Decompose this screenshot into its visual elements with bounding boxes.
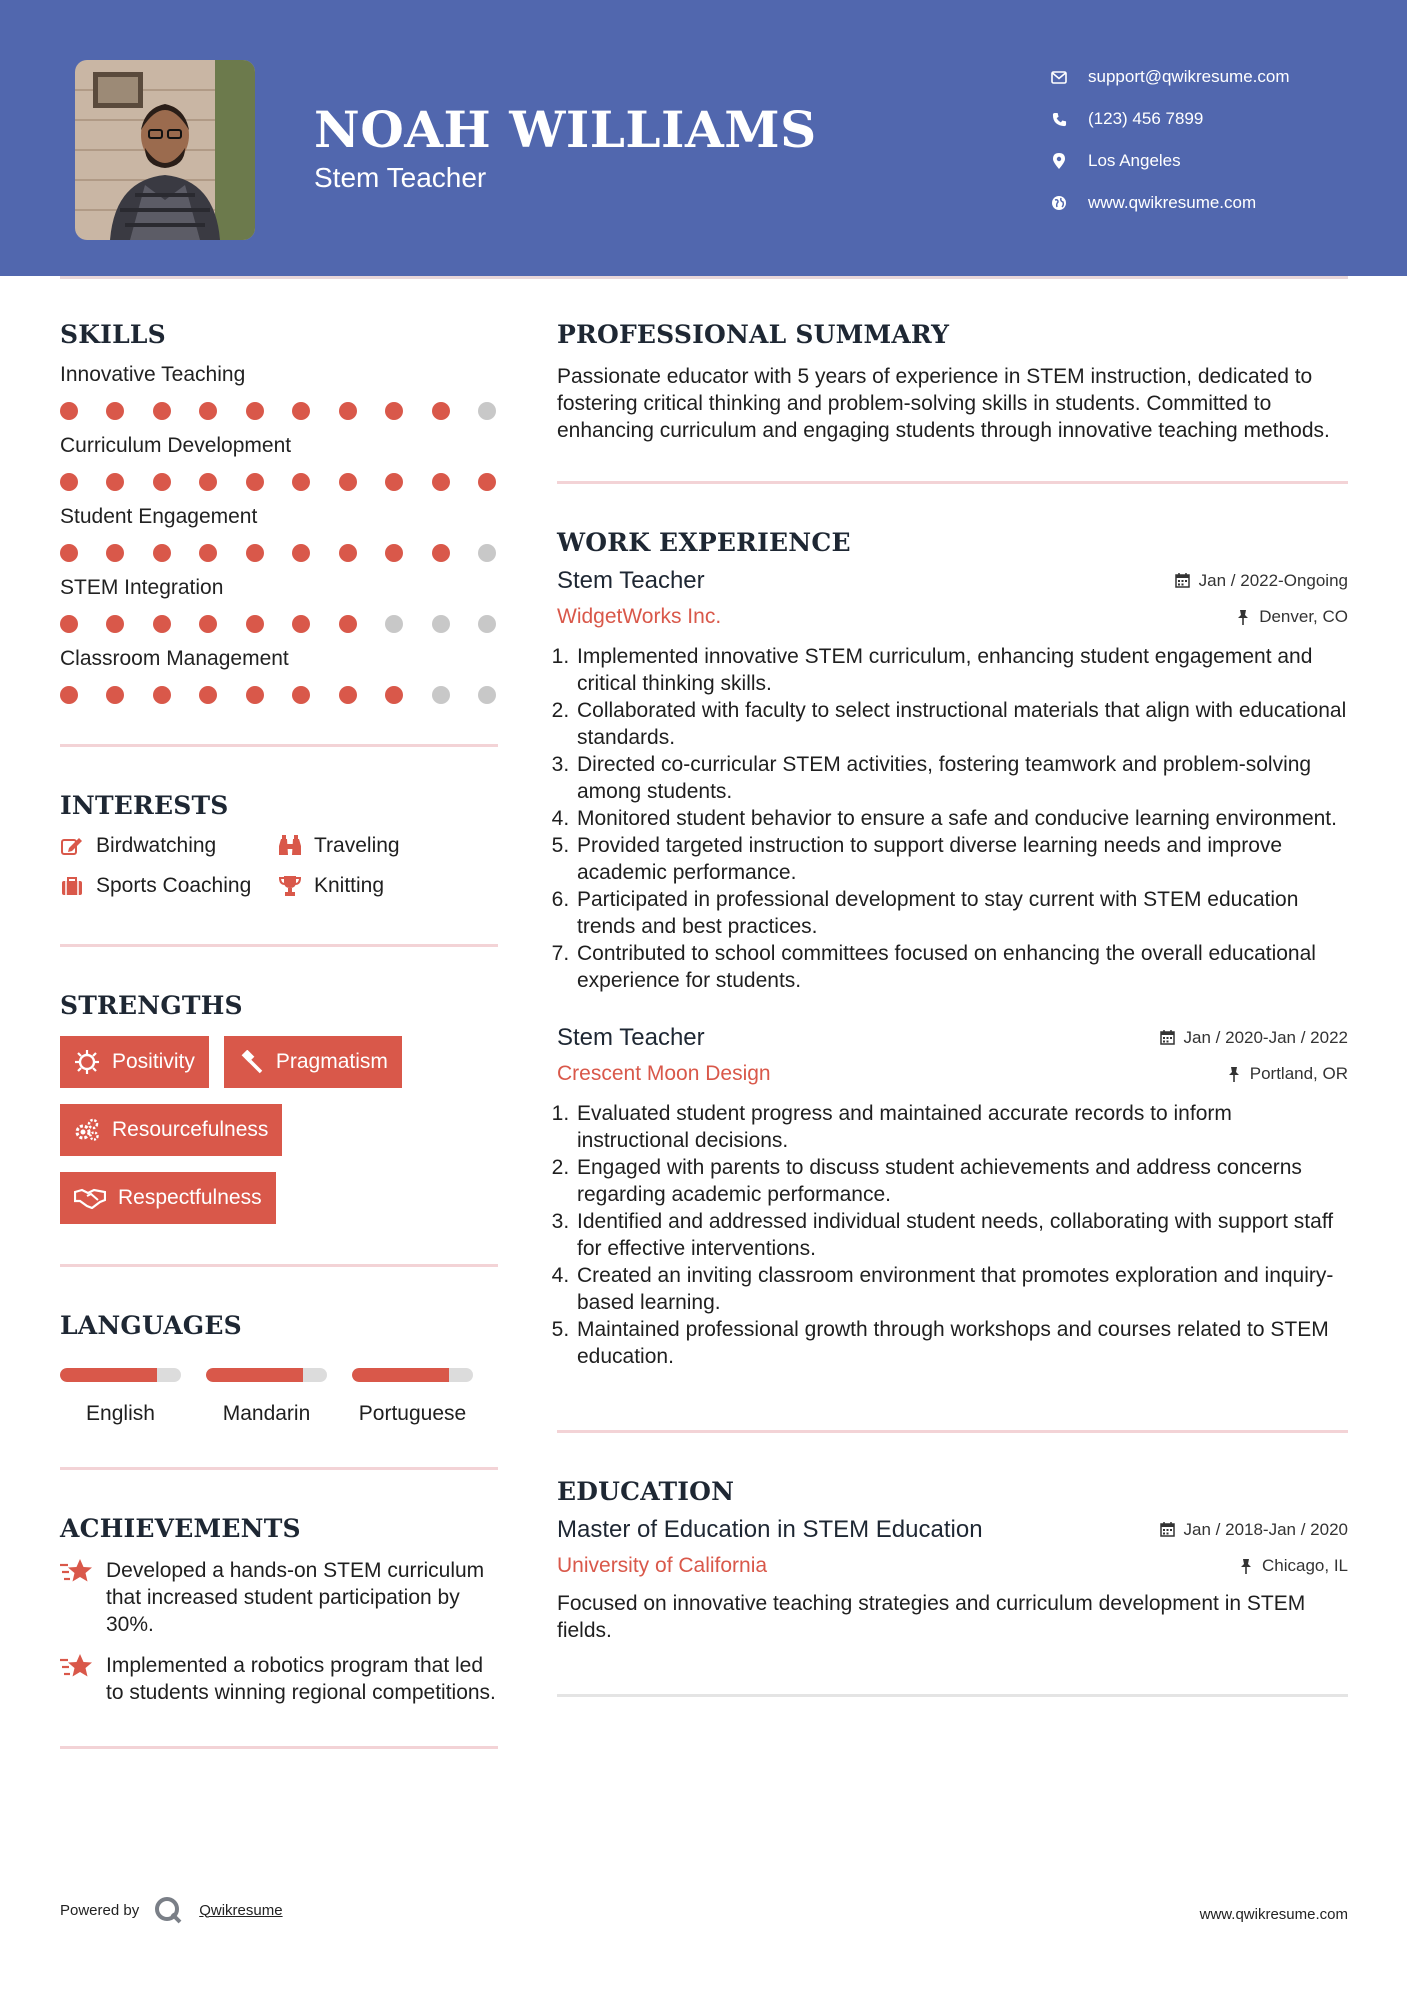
- interests-list: [60, 834, 498, 898]
- skills-list: [60, 363, 498, 704]
- skill-rating: [60, 544, 498, 562]
- envelope-icon: [1050, 68, 1068, 86]
- achievement-text: Developed a hands-on STEM curriculum that increased student participation by 30%.: [106, 1559, 485, 1636]
- pencil-square-icon: [60, 834, 84, 858]
- language-item: [206, 1368, 327, 1427]
- profile-photo: [75, 60, 255, 240]
- calendar-icon: [1160, 1522, 1176, 1538]
- rating-dot-filled: [60, 686, 78, 704]
- brand-link[interactable]: Qwikresume: [199, 1901, 283, 1919]
- powered-by-label: Powered by: [60, 1901, 140, 1919]
- rating-dot-filled: [339, 544, 357, 562]
- footer-powered-by: [60, 1895, 283, 1925]
- job-bullet: 1. Implemented innovative STEM curriculum, enhancing student engagement and critical thinking skills.: [575, 643, 1348, 697]
- rating-dot-filled: [432, 473, 450, 491]
- contact-list: [1050, 56, 1290, 224]
- rating-dot-filled: [106, 402, 124, 420]
- rating-dot-filled: [60, 615, 78, 633]
- achievements-section: [60, 1514, 498, 1706]
- job-bullet: 5. Maintained professional growth through workshops and courses related to STEM education.: [575, 1316, 1348, 1370]
- rating-dot-filled: [106, 615, 124, 633]
- language-item: [60, 1368, 181, 1427]
- resume-header: [0, 0, 1407, 276]
- briefcase-icon: [60, 874, 84, 898]
- rating-dot-filled: [292, 402, 310, 420]
- section-divider: [60, 944, 498, 947]
- job-bullet: 5. Provided targeted instruction to support diverse learning needs and improve academic performance.: [575, 832, 1348, 886]
- skill-item: [60, 505, 498, 562]
- rating-dot-filled: [292, 615, 310, 633]
- job-title: Stem Teacher: [557, 567, 705, 594]
- job-bullet: 7. Contributed to school committees focused on enhancing the overall educational experience for students.: [575, 940, 1348, 994]
- company-name: WidgetWorks Inc.: [557, 605, 722, 628]
- contact-phone-text: (123) 456 7899: [1088, 109, 1204, 128]
- experience-title: WORK EXPERIENCE: [557, 528, 851, 557]
- rating-dot-filled: [153, 402, 171, 420]
- rating-dot-filled: [199, 402, 217, 420]
- section-divider: [60, 1264, 498, 1267]
- interests-section: [60, 791, 498, 898]
- skill-item: [60, 576, 498, 633]
- rating-dot-filled: [153, 686, 171, 704]
- rating-dot-empty: [478, 686, 496, 704]
- rating-dot-empty: [385, 615, 403, 633]
- contact-location-text: Los Angeles: [1088, 151, 1181, 170]
- contact-email[interactable]: [1050, 56, 1290, 98]
- language-level-fill: [206, 1368, 303, 1382]
- strength-chip: [60, 1104, 282, 1156]
- language-name: English: [86, 1402, 155, 1425]
- contact-phone[interactable]: [1050, 98, 1290, 140]
- achievement-item: [60, 1557, 498, 1638]
- job-bullets: [557, 1100, 1348, 1370]
- rating-dot-empty: [478, 615, 496, 633]
- interest-item: [278, 834, 478, 858]
- section-divider: [60, 1467, 498, 1470]
- language-level-bar: [60, 1368, 181, 1382]
- rating-dot-filled: [60, 473, 78, 491]
- languages-title: LANGUAGES: [60, 1311, 242, 1340]
- contact-location: [1050, 140, 1290, 182]
- rating-dot-filled: [199, 615, 217, 633]
- rating-dot-filled: [246, 473, 264, 491]
- job-bullet: 3. Directed co-curricular STEM activities, fostering teamwork and problem-solving among students.: [575, 751, 1348, 805]
- rating-dot-filled: [246, 686, 264, 704]
- job-dates-text: Jan / 2022-Ongoing: [1198, 570, 1348, 590]
- education-section: [557, 1477, 1348, 1644]
- rating-dot-filled: [339, 473, 357, 491]
- left-column: [60, 320, 498, 1749]
- education-location: [1238, 1556, 1348, 1576]
- rating-dot-filled: [106, 544, 124, 562]
- skill-rating: [60, 615, 498, 633]
- skill-name: STEM Integration: [60, 576, 224, 599]
- skill-item: [60, 363, 498, 420]
- education-location-text: Chicago, IL: [1262, 1556, 1348, 1575]
- summary-title: PROFESSIONAL SUMMARY: [557, 320, 950, 349]
- rating-dot-filled: [199, 544, 217, 562]
- job-bullet: 6. Participated in professional development to stay current with STEM education trends and best practices.: [575, 886, 1348, 940]
- education-title: EDUCATION: [557, 1477, 735, 1506]
- contact-email-text: support@qwikresume.com: [1088, 67, 1290, 86]
- rating-dot-filled: [106, 686, 124, 704]
- interest-label: Birdwatching: [96, 834, 217, 857]
- job-location-text: Portland, OR: [1249, 1064, 1348, 1083]
- skill-rating: [60, 473, 498, 491]
- summary-text: Passionate educator with 5 years of experience in STEM instruction, dedicated to fostering critical thinking and problem-solving skills in students. Committed to enhancing curriculum and engaging students through innovative teaching methods.: [557, 365, 1330, 442]
- rating-dot-filled: [246, 402, 264, 420]
- rating-dot-filled: [292, 473, 310, 491]
- skill-item: [60, 647, 498, 704]
- globe-icon: [1050, 194, 1068, 212]
- strengths-title: STRENGTHS: [60, 991, 243, 1020]
- interest-label: Knitting: [314, 874, 385, 897]
- language-name: Mandarin: [222, 1402, 311, 1425]
- strength-label: Respectfulness: [118, 1186, 262, 1209]
- rating-dot-filled: [246, 544, 264, 562]
- calendar-icon: [1160, 1030, 1176, 1046]
- rating-dot-filled: [60, 544, 78, 562]
- star-icon: [60, 1557, 94, 1587]
- section-divider: [557, 481, 1348, 484]
- summary-section: [557, 320, 1348, 444]
- strength-label: Resourcefulness: [112, 1118, 269, 1141]
- language-name: Portuguese: [358, 1402, 467, 1425]
- rating-dot-filled: [153, 615, 171, 633]
- education-entry: [557, 1516, 1348, 1644]
- job-bullet: 4. Created an inviting classroom environment that promotes exploration and inquiry-based learning.: [575, 1262, 1348, 1316]
- gavel-icon: [238, 1049, 264, 1075]
- skill-name: Classroom Management: [60, 647, 289, 670]
- rating-dot-empty: [432, 615, 450, 633]
- job-dates: [1175, 571, 1348, 591]
- skills-title: SKILLS: [60, 320, 166, 349]
- rating-dot-filled: [385, 544, 403, 562]
- rating-dot-filled: [385, 473, 403, 491]
- contact-website-text: www.qwikresume.com: [1088, 193, 1257, 212]
- job-entry: [557, 1024, 1348, 1370]
- strength-chip: [60, 1172, 276, 1224]
- section-divider: [557, 1430, 1348, 1433]
- footer-url[interactable]: www.qwikresume.com: [1199, 1906, 1348, 1923]
- strength-label: Positivity: [112, 1050, 195, 1073]
- right-column: [557, 320, 1348, 1697]
- skill-name: Innovative Teaching: [60, 363, 246, 386]
- section-divider: [60, 744, 498, 747]
- rating-dot-filled: [292, 544, 310, 562]
- strengths-row: [60, 1036, 498, 1088]
- rating-dot-empty: [478, 544, 496, 562]
- languages-section: [60, 1311, 498, 1427]
- map-marker-icon: [1050, 152, 1068, 170]
- rating-dot-filled: [339, 615, 357, 633]
- handshake-icon: [74, 1185, 106, 1211]
- rating-dot-empty: [478, 402, 496, 420]
- section-divider: [60, 1746, 498, 1749]
- rating-dot-filled: [432, 402, 450, 420]
- job-bullets: [557, 643, 1348, 994]
- rating-dot-filled: [385, 686, 403, 704]
- rating-dot-filled: [432, 544, 450, 562]
- candidate-name: NOAH WILLIAMS: [314, 100, 817, 159]
- strength-chip: [60, 1036, 209, 1088]
- strengths-section: [60, 991, 498, 1224]
- qwikresume-logo-icon: [153, 1895, 183, 1925]
- skill-name: Curriculum Development: [60, 434, 292, 457]
- job-bullet: 1. Evaluated student progress and maintained accurate records to inform instructional decisions.: [575, 1100, 1348, 1154]
- language-level-fill: [352, 1368, 449, 1382]
- pushpin-icon: [1238, 1558, 1254, 1574]
- interest-item: [278, 874, 478, 898]
- job-entry: [557, 567, 1348, 994]
- pushpin-icon: [1226, 1066, 1242, 1082]
- skill-name: Student Engagement: [60, 505, 258, 528]
- job-bullet: 2. Engaged with parents to discuss student achievements and address concerns regarding academic performance.: [575, 1154, 1348, 1208]
- interest-item: [60, 874, 278, 898]
- school-name: University of California: [557, 1554, 768, 1577]
- rating-dot-filled: [106, 473, 124, 491]
- contact-website[interactable]: [1050, 182, 1290, 224]
- job-dates-text: Jan / 2020-Jan / 2022: [1183, 1027, 1348, 1047]
- rating-dot-filled: [339, 686, 357, 704]
- interest-label: Sports Coaching: [96, 874, 252, 897]
- job-bullet: 2. Collaborated with faculty to select instructional materials that align with educational standards.: [575, 697, 1348, 751]
- binoculars-icon: [278, 834, 302, 858]
- company-name: Crescent Moon Design: [557, 1062, 771, 1085]
- trophy-icon: [278, 874, 302, 898]
- skill-rating: [60, 402, 498, 420]
- pushpin-icon: [1235, 609, 1251, 625]
- language-level-bar: [206, 1368, 327, 1382]
- calendar-icon: [1175, 573, 1191, 589]
- education-dates-text: Jan / 2018-Jan / 2020: [1183, 1519, 1348, 1539]
- sun-icon: [74, 1049, 100, 1075]
- rating-dot-empty: [432, 686, 450, 704]
- skill-rating: [60, 686, 498, 704]
- section-divider: [557, 1694, 1348, 1697]
- rating-dot-filled: [292, 686, 310, 704]
- interest-item: [60, 834, 278, 858]
- phone-icon: [1050, 110, 1068, 128]
- language-level-bar: [352, 1368, 473, 1382]
- rating-dot-filled: [199, 686, 217, 704]
- skills-section: [60, 320, 498, 704]
- interest-label: Traveling: [314, 834, 400, 857]
- education-dates: [1160, 1520, 1348, 1540]
- star-icon: [60, 1652, 94, 1682]
- skill-item: [60, 434, 498, 491]
- degree-title: Master of Education in STEM Education: [557, 1516, 983, 1543]
- strengths-row: [60, 1172, 498, 1224]
- achievements-title: ACHIEVEMENTS: [60, 1514, 301, 1543]
- rating-dot-filled: [153, 473, 171, 491]
- rating-dot-filled: [385, 402, 403, 420]
- interests-title: INTERESTS: [60, 791, 229, 820]
- strength-chip: [224, 1036, 402, 1088]
- cogs-icon: [74, 1117, 100, 1143]
- rating-dot-filled: [199, 473, 217, 491]
- job-bullet: 4. Monitored student behavior to ensure a safe and conducive learning environment.: [575, 805, 1348, 832]
- candidate-title: Stem Teacher: [314, 162, 487, 193]
- job-location: [1226, 1064, 1348, 1084]
- strength-label: Pragmatism: [275, 1050, 388, 1073]
- header-divider: [60, 276, 1348, 279]
- rating-dot-filled: [339, 402, 357, 420]
- job-location: [1235, 607, 1348, 627]
- experience-section: [557, 528, 1348, 1370]
- job-dates: [1160, 1028, 1348, 1048]
- job-location-text: Denver, CO: [1259, 607, 1348, 626]
- language-level-fill: [60, 1368, 157, 1382]
- languages-list: [60, 1368, 498, 1427]
- achievement-text: Implemented a robotics program that led to students winning regional competitions.: [106, 1654, 496, 1704]
- job-bullet: 3. Identified and addressed individual student needs, collaborating with support staff for effective interventions.: [575, 1208, 1348, 1262]
- rating-dot-filled: [153, 544, 171, 562]
- achievement-item: [60, 1652, 498, 1706]
- job-title: Stem Teacher: [557, 1024, 705, 1051]
- rating-dot-filled: [246, 615, 264, 633]
- education-description: Focused on innovative teaching strategies and curriculum development in STEM fields.: [557, 1592, 1306, 1642]
- rating-dot-filled: [478, 473, 496, 491]
- strengths-row: [60, 1104, 498, 1156]
- rating-dot-filled: [60, 402, 78, 420]
- language-item: [352, 1368, 473, 1427]
